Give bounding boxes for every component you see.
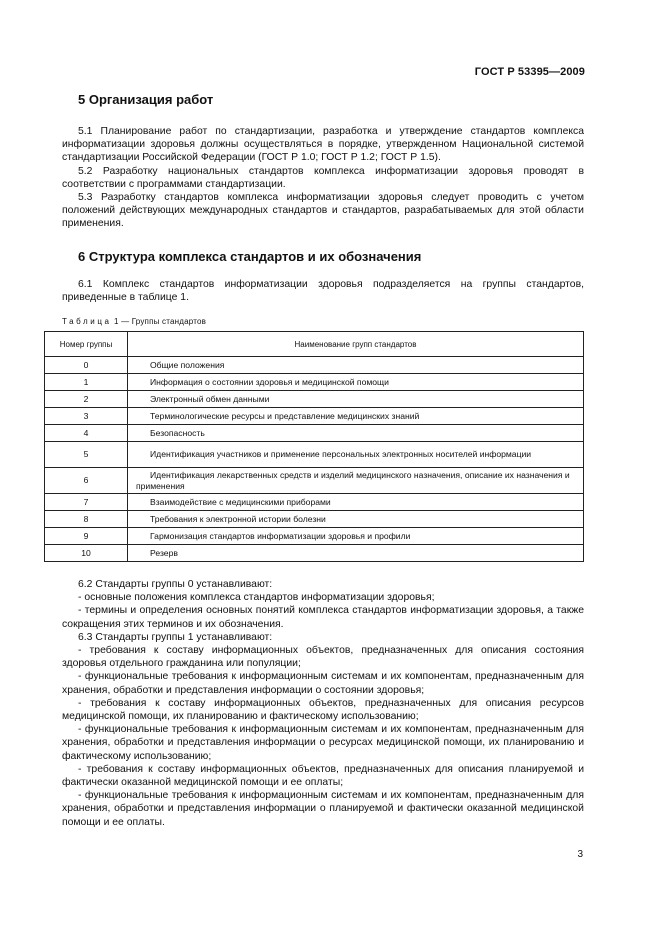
table-row [45,425,584,442]
group-number: 4 [45,425,128,442]
paragraph-6-1: 6.1 Комплекс стандартов информатизации здоровья подразделяется на группы стандартов, приведенные в таблице 1. [62,278,584,303]
group-name: Общие положения [128,357,584,374]
standards-groups-table [44,331,584,562]
group-name: Безопасность [128,425,584,442]
table-row [45,528,584,545]
table-header-row [45,332,584,357]
group-name: Гармонизация стандартов информатизации здоровья и профили [128,528,584,545]
paragraph-5-3: 5.3 Разработку стандартов комплекса информатизации здоровья следует проводить с учетом положений действующих международных стандартов и стандартов, разрабатываемых для этой области применения. [62,192,584,230]
list-item: - требования к составу информационных объектов, предназначенных для описания планируемой и фактически оказанной медицинской помощи и ее оплаты; [62,763,584,789]
page-number: 3 [577,849,583,860]
group-number: 5 [45,442,128,468]
header-group-number: Номер группы [45,332,128,357]
page-content [59,92,584,829]
group-name: Идентификация участников и применение персональных электронных носителей информации [128,442,584,468]
table-caption [62,317,584,326]
group-name: Терминологические ресурсы и представление медицинских знаний [128,408,584,425]
section-5-body [62,125,584,231]
table-row [45,357,584,374]
paragraph-6-2: 6.2 Стандарты группы 0 устанавливают: [78,579,273,591]
table-row [45,468,584,494]
group-number: 10 [45,545,128,562]
list-item: - требования к составу информационных объектов, предназначенных для описания состояния здоровья отдельного гражданина или популяции; [62,645,584,670]
group-number: 6 [45,468,128,494]
table-row [45,442,584,468]
group-number: 9 [45,528,128,545]
group-number: 0 [45,357,128,374]
group-number: 2 [45,391,128,408]
paragraph-5-2: 5.2 Разработку национальных стандартов комплекса информатизации здоровья проводят в соответствии с программами стандартизации. [62,165,584,190]
paragraph-5-1: 5.1 Планирование работ по стандартизации, разработка и утверждение стандартов комплекса информатизации здоровья должны осуществляться в порядке, утвержденном Национальной системой стандартизации Российской Федерации (ГОСТ Р 1.0; ГОСТ Р 1.2; ГОСТ Р 1.5). [62,126,584,164]
group-name: Электронный обмен данными [128,391,584,408]
table-row [45,494,584,511]
header-group-name: Наименование групп стандартов [128,332,584,357]
group-name: Идентификация лекарственных средств и изделий медицинского назначения, описание их назначения и применения [128,468,584,494]
group-number: 8 [45,511,128,528]
table-row [45,545,584,562]
table-caption-text: 1 — Группы стандартов [114,317,207,327]
sections-6-2-6-3 [62,578,584,829]
group-name: Резерв [128,545,584,562]
list-item: - основные положения комплекса стандартов информатизации здоровья; [78,592,435,604]
table-row [45,511,584,528]
list-item: - термины и определения основных понятий комплекса стандартов информатизации здоровья, а также сокращения этих терминов и их обозначения. [62,605,584,630]
group-name: Требования к электронной истории болезни [128,511,584,528]
group-number: 7 [45,494,128,511]
group-name: Взаимодействие с медицинскими приборами [128,494,584,511]
section-5-title: 5 Организация работ [78,92,214,107]
section-6-title: 6 Структура комплекса стандартов и их обозначения [78,248,422,264]
table-row [45,391,584,408]
standard-code: ГОСТ Р 53395—2009 [474,66,585,78]
table-row [45,374,584,391]
list-item: - функциональные требования к информационным системам и их компонентам, предназначенным для хранения, обработки и представления информации о ресурсах медицинской помощи, их планированию и фактическому использованию; [62,724,584,762]
group-name: Информация о состоянии здоровья и медицинской помощи [128,374,584,391]
list-item: - функциональные требования к информационным системам и их компонентам, предназначенным для хранения, обработки и представления информации о состоянии здоровья; [62,671,584,696]
group-number: 3 [45,408,128,425]
paragraph-6-3: 6.3 Стандарты группы 1 устанавливают: [78,631,273,643]
table-row [45,408,584,425]
list-item: - функциональные требования к информационным системам и их компонентам, предназначенным для хранения, обработки и представления информации о планируемой и фактически оказанной медицинской помощи и ее оплаты. [62,790,584,828]
table-caption-word: Таблица [62,317,112,327]
list-item: - требования к составу информационных объектов, предназначенных для описания ресурсов медицинской помощи, их планированию и фактическому использованию; [62,697,584,723]
group-number: 1 [45,374,128,391]
